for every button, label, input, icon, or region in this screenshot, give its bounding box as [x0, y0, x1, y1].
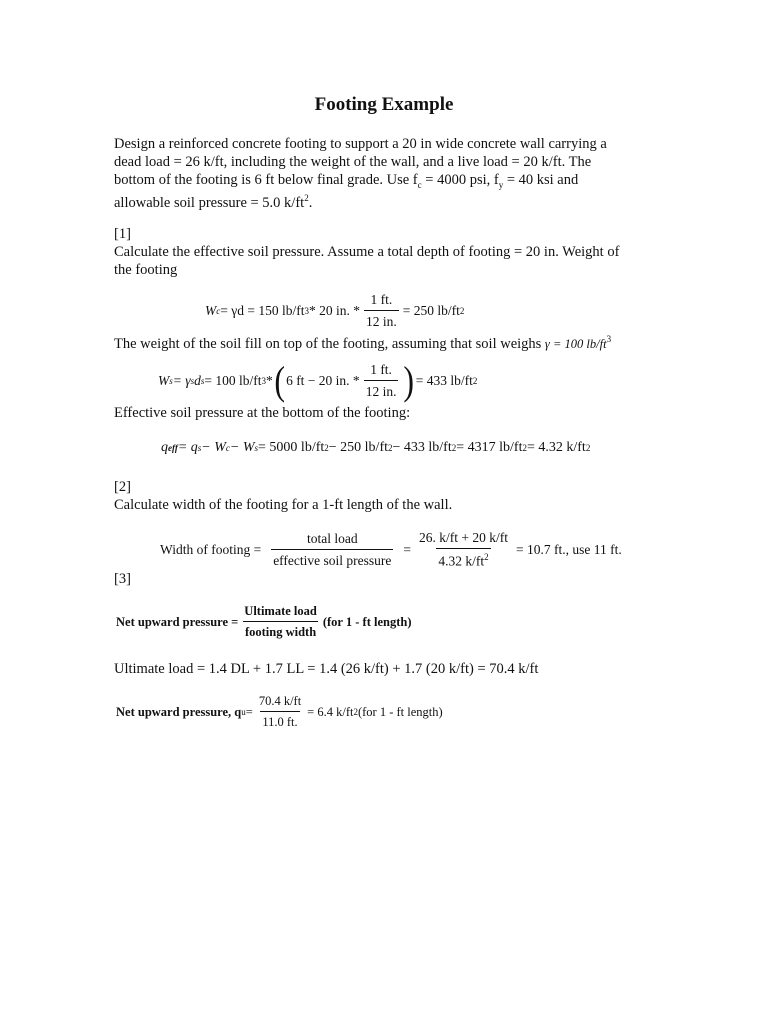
effective-pressure-text: Effective soil pressure at the bottom of the footing:	[114, 405, 411, 421]
ultimate-load-text: Ultimate load = 1.4 DL + 1.7 LL = 1.4 (26 k/ft) + 1.7 (20 k/ft) = 70.4 k/ft	[114, 661, 539, 677]
step3-label: [3]	[114, 571, 131, 587]
step1-line-1: Calculate the effective soil pressure. Assume a total depth of footing = 20 in. Weight of	[114, 244, 620, 260]
equation-net-upward-value: Net upward pressure, q u = $\frac{70.4 k/ft}{11.0 ft.}$ = 6.4 k/ft 2 (for 1 - ft length)	[116, 694, 443, 729]
equation-soil-weight: W s = γ s d s = 100 lb/ft 3 * ( 6 ft − 20 in. * $\frac{1 ft.}{12 in.}$ ) = 433 lb/ft 2	[158, 358, 478, 403]
fraction: $\frac{1 ft.}{12 in.}$	[365, 362, 397, 399]
equation-footing-width: Width of footing = $\frac{\text{total load}}{\text{effective soil pressure}}$ = $\frac{26. k/ft + 20 k/ft}{4.32 k/ft^2}$ = 10.7 ft., use 11 ft.	[160, 530, 622, 569]
fraction: $\frac{\text{total load}}{\text{effective soil pressure}}$	[273, 530, 392, 568]
equation-footing-weight: W c = γd = 150 lb/ft 3 * 20 in. * $\frac{1 ft.}{12 in.}$ = 250 lb/ft 2	[205, 292, 465, 329]
step1-line-2: the footing	[114, 262, 178, 278]
equation-net-upward-pressure: Net upward pressure = $\frac{\text{Ultimate load}}{\text{footing width}}$ (for 1 - ft length)	[116, 604, 412, 639]
intro-line-3: bottom of the footing is 6 ft below final grade. Use $f_c = 4000$ psi, $f_y = 40$ ksi and	[114, 172, 579, 190]
right-paren-icon: )	[403, 358, 415, 403]
fraction: $\frac{1 ft.}{12 in.}$	[365, 292, 397, 329]
fraction: $\frac{70.4 k/ft}{11.0 ft.}$	[258, 694, 302, 729]
step1-label: [1]	[114, 226, 131, 242]
equation-effective-pressure: q eff = q s − W c − W s = 5000 lb/ft 2 − 250 lb/ft 2 − 433 lb/ft 2 = 4317 lb/ft 2 = 4.32 k/ft 2	[161, 440, 591, 455]
fraction: $\frac{26. k/ft + 20 k/ft}{4.32 k/ft^2}$	[419, 530, 509, 569]
intro-line-1: Design a reinforced concrete footing to support a 20 in wide concrete wall carrying a	[114, 136, 607, 152]
soil-weight-text: The weight of the soil fill on top of the footing, assuming that soil weighs γ = 100 $lb/ft^3$	[114, 334, 612, 352]
step2-line-1: Calculate width of the footing for a 1-ft length of the wall.	[114, 497, 453, 513]
left-paren-icon: (	[274, 358, 285, 403]
fraction: $\frac{\text{Ultimate load}}{\text{footing width}}$	[244, 604, 317, 639]
intro-line-4: allowable soil pressure = 5.0 $k/ft^2$.	[114, 193, 313, 211]
step2-label: [2]	[114, 479, 131, 495]
intro-line-2: dead load = 26 k/ft, including the weight of the wall, and a live load = 20 k/ft. The	[114, 154, 592, 170]
page-title: Footing Example	[314, 94, 454, 115]
